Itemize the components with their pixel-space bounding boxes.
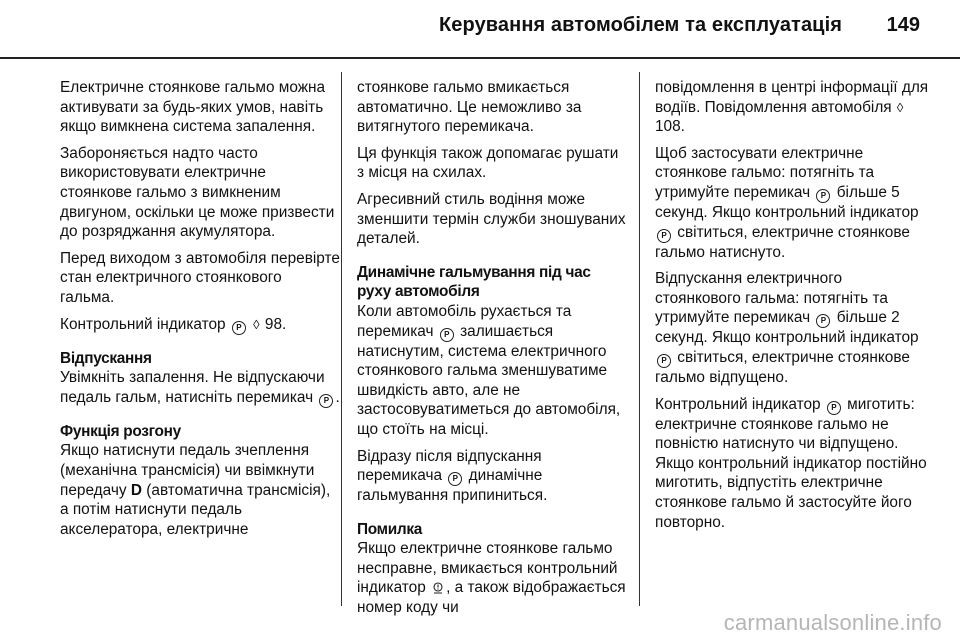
paragraph: Ця функція також допомагає рушати з місця на схилах. (357, 144, 619, 182)
column-divider-1 (341, 72, 342, 606)
section-heading-release: Відпускання (60, 349, 152, 367)
reference-arrow-icon: ◊ (896, 99, 904, 115)
reference-arrow-icon: ◊ (253, 316, 260, 332)
parking-brake-icon: P (827, 401, 841, 415)
parking-brake-icon: P (657, 354, 671, 368)
text: Щоб застосувати електричне стоянкове гальмо: потягніть та утримуйте перемикач (655, 144, 875, 201)
gear-letter: D (130, 481, 142, 499)
page-number: 149 (886, 14, 920, 36)
section-heading-fault: Помилка (357, 520, 423, 538)
page-reference[interactable]: 98. (264, 315, 287, 333)
parking-brake-icon: P (440, 328, 454, 342)
page-reference[interactable]: 108. (655, 118, 685, 136)
column-3 (655, 78, 930, 539)
text: світиться, електричне стоянкове гальмо відпущено. (655, 348, 910, 386)
paragraph: Електричне стоянкове гальмо можна активувати за будь-яких умов, навіть якщо вимкнена система запалення. (60, 79, 326, 136)
text: миготить: електричне стоянкове гальмо не повністю натиснуто чи відпущено. Якщо контрольний індикатор постійно миготить, відпустіть електричне стоянкове гальмо й застосуйте його повторно. (655, 395, 927, 531)
brake-fault-icon (432, 581, 444, 594)
watermark: carmanualsonline.info (723, 610, 942, 635)
text: Якщо електричне стоянкове гальмо несправне, вмикається контрольний індикатор (357, 540, 618, 597)
parking-brake-icon: P (657, 229, 671, 243)
paragraph (655, 78, 930, 137)
parking-brake-icon: P (448, 472, 462, 486)
paragraph (357, 302, 627, 440)
section-heading-dynamic: Функція розгону (60, 422, 181, 440)
text: Коли автомобіль рухається та перемикач (357, 302, 572, 340)
text: Якщо натиснути педаль зчеплення (механічна трансмісія) чи ввімкнути передачу (60, 442, 315, 499)
paragraph: Забороняється надто часто використовувати електричне стоянкове гальмо з вимкненим двигуном, оскільки це може призвести до розряджання акумулятора. (60, 144, 335, 241)
paragraph (655, 144, 930, 262)
text: Відпускання електричного стоянкового гальма: потягніть та утримуйте перемикач (655, 270, 888, 327)
chapter-title: Керування автомобілем та експлуатація (438, 14, 842, 36)
paragraph (357, 539, 627, 617)
text: Відразу після відпускання перемикача (357, 447, 542, 485)
column-2 (357, 78, 627, 625)
text: Увімкніть запалення. Не відпускаючи педаль гальм, натисніть перемикач (60, 369, 325, 406)
page-header (0, 0, 960, 58)
text: Контрольний індикатор (655, 395, 821, 413)
text: залишається натиснутим, система електричного стоянкового гальма зменшуватиме швидкість авто, але не застосовуватиметься до автомобіля, що стоїть на місці. (357, 322, 621, 438)
paragraph (60, 315, 340, 335)
text: більше 2 секунд. Якщо контрольний індикатор (655, 309, 919, 347)
header-divider (0, 57, 960, 59)
paragraph (60, 441, 340, 539)
text: більше 5 секунд. Якщо контрольний індикатор (655, 183, 919, 221)
parking-brake-icon: P (816, 314, 830, 328)
text: (автоматична трансмісія), а потім натиснути педаль акселератора, електричне (60, 481, 331, 538)
text: повідомлення в центрі інформації для водіїв. Повідомлення автомобіля (655, 79, 929, 116)
text: . (335, 388, 340, 406)
text: , а також відображається номер коду чи (357, 579, 626, 617)
paragraph (60, 368, 340, 408)
paragraph (655, 395, 930, 533)
column-1 (60, 78, 340, 546)
section-heading-dynamic-braking: Динамічне гальмування під час руху автомобіля (357, 263, 591, 301)
text: світиться, електричне стоянкове гальмо натиснуто. (655, 223, 910, 261)
text: Контрольний індикатор (60, 315, 226, 333)
paragraph: Перед виходом з автомобіля перевірте стан електричного стоянкового гальма. (60, 249, 340, 306)
paragraph (357, 447, 627, 506)
text: динамічне гальмування припиниться. (357, 467, 548, 505)
paragraph: Агресивний стиль водіння може зменшити термін служби зношуваних деталей. (357, 190, 626, 248)
paragraph: стоянкове гальмо вмикається автоматично. Це неможливо за витягнутого перемикача. (357, 79, 582, 136)
parking-brake-icon: P (319, 394, 333, 408)
parking-brake-icon: P (816, 189, 830, 203)
parking-brake-icon: P (232, 321, 246, 335)
paragraph (655, 269, 930, 387)
column-divider-2 (639, 72, 640, 606)
